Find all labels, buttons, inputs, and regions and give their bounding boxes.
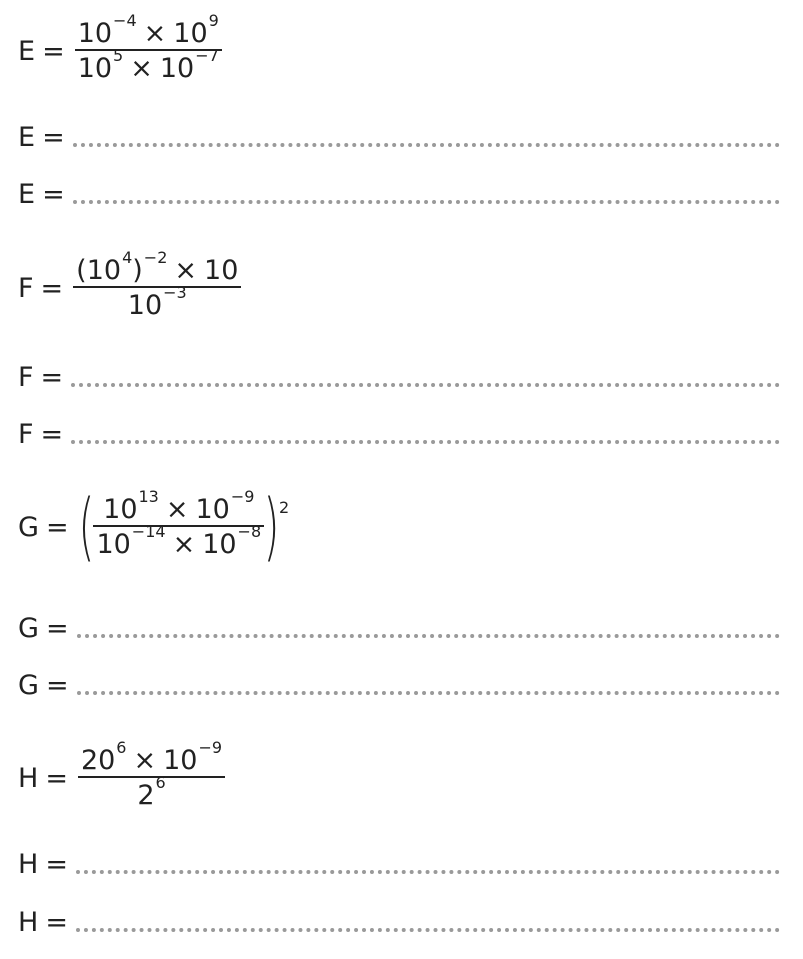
- numerator: [100, 487, 257, 526]
- dotted-answer-field[interactable]: [71, 440, 780, 444]
- power-exponent: −9: [198, 738, 223, 757]
- power-base: 10: [195, 494, 230, 526]
- equals-sign: =: [42, 35, 65, 67]
- times-sign: ×: [165, 494, 189, 526]
- equals-sign: =: [45, 511, 69, 543]
- numerator: [73, 248, 241, 286]
- fraction: [75, 11, 222, 84]
- numerator: [78, 738, 225, 776]
- answer-label: F: [18, 362, 34, 393]
- denominator: [75, 46, 222, 84]
- answer-line[interactable]: [18, 124, 780, 151]
- equals-sign: =: [40, 272, 64, 304]
- equals-sign: =: [45, 670, 69, 701]
- answer-label: E: [18, 122, 36, 153]
- factor: 10: [204, 255, 239, 286]
- power-exponent: −3: [163, 283, 187, 302]
- dotted-answer-field[interactable]: [76, 928, 780, 932]
- open-paren: (: [76, 255, 87, 286]
- equals-sign: =: [42, 122, 65, 153]
- power-exponent: −4: [113, 11, 137, 30]
- times-sign: ×: [133, 745, 157, 776]
- power-exponent: −7: [195, 46, 219, 65]
- big-open-paren: (: [78, 484, 94, 570]
- exercise-f: [18, 248, 241, 321]
- dotted-answer-field[interactable]: [71, 383, 780, 387]
- answer-line[interactable]: [18, 851, 780, 878]
- power-exponent: 5: [113, 46, 124, 65]
- fraction: [93, 487, 264, 561]
- power-exponent: 13: [138, 487, 159, 507]
- power-exponent: −9: [230, 487, 255, 507]
- fraction: [73, 248, 241, 321]
- power-exponent: 6: [116, 738, 127, 757]
- answer-line[interactable]: [18, 909, 780, 936]
- equals-sign: =: [45, 849, 68, 880]
- close-paren: ): [132, 255, 143, 286]
- exercise-e: [18, 11, 222, 84]
- outer-exponent: 2: [279, 498, 290, 517]
- dotted-answer-field[interactable]: [76, 870, 780, 874]
- equals-sign: =: [45, 762, 68, 794]
- times-sign: ×: [143, 18, 167, 49]
- answer-label: H: [18, 907, 39, 938]
- power-exponent: 9: [208, 11, 219, 30]
- answer-label: E: [18, 179, 36, 210]
- power-exponent: 6: [155, 773, 166, 792]
- dotted-answer-field[interactable]: [73, 143, 780, 147]
- power-base: 10: [96, 529, 131, 561]
- power-base: 10: [159, 53, 195, 84]
- denominator: [134, 773, 168, 811]
- answer-line[interactable]: [18, 615, 780, 642]
- dotted-answer-field[interactable]: [73, 200, 780, 204]
- answer-label: H: [18, 849, 39, 880]
- expression-label: H: [18, 762, 39, 794]
- exercise-g: [18, 484, 290, 570]
- times-sign: ×: [172, 529, 196, 561]
- power-base: 10: [127, 290, 163, 321]
- power-base: 10: [202, 529, 237, 561]
- dotted-answer-field[interactable]: [77, 691, 780, 695]
- answer-line[interactable]: [18, 421, 780, 448]
- fraction: [78, 738, 225, 811]
- power-base: 2: [137, 780, 155, 811]
- expression-label: E: [18, 35, 36, 67]
- power-base: 10: [77, 18, 113, 49]
- times-sign: ×: [174, 255, 198, 286]
- big-close-paren: ): [263, 484, 280, 570]
- equals-sign: =: [45, 613, 69, 644]
- answer-line[interactable]: [18, 672, 780, 699]
- power-base: 20: [80, 745, 116, 776]
- power-base: 10: [163, 745, 198, 776]
- numerator: [75, 11, 222, 49]
- power-base: 10: [77, 53, 113, 84]
- answer-label: G: [18, 670, 39, 701]
- denominator: [125, 283, 190, 321]
- equals-sign: =: [40, 419, 64, 450]
- answer-line[interactable]: [18, 364, 780, 391]
- dotted-answer-field[interactable]: [77, 634, 780, 638]
- power-base: 10: [173, 18, 208, 49]
- equals-sign: =: [42, 179, 65, 210]
- equals-sign: =: [40, 362, 64, 393]
- times-sign: ×: [130, 53, 153, 84]
- power-exponent: −8: [237, 522, 262, 542]
- power-exponent: −14: [131, 522, 166, 542]
- power-base: 10: [86, 255, 122, 286]
- denominator: [93, 522, 264, 561]
- answer-line[interactable]: [18, 181, 780, 208]
- answer-label: G: [18, 613, 39, 644]
- answer-label: F: [18, 419, 34, 450]
- exercise-h: [18, 738, 225, 811]
- equals-sign: =: [45, 907, 68, 938]
- outer-exponent: −2: [143, 248, 168, 267]
- expression-label: F: [18, 272, 34, 304]
- expression-label: G: [18, 511, 39, 543]
- power-base: 10: [103, 494, 138, 526]
- power-exponent: 4: [122, 248, 133, 267]
